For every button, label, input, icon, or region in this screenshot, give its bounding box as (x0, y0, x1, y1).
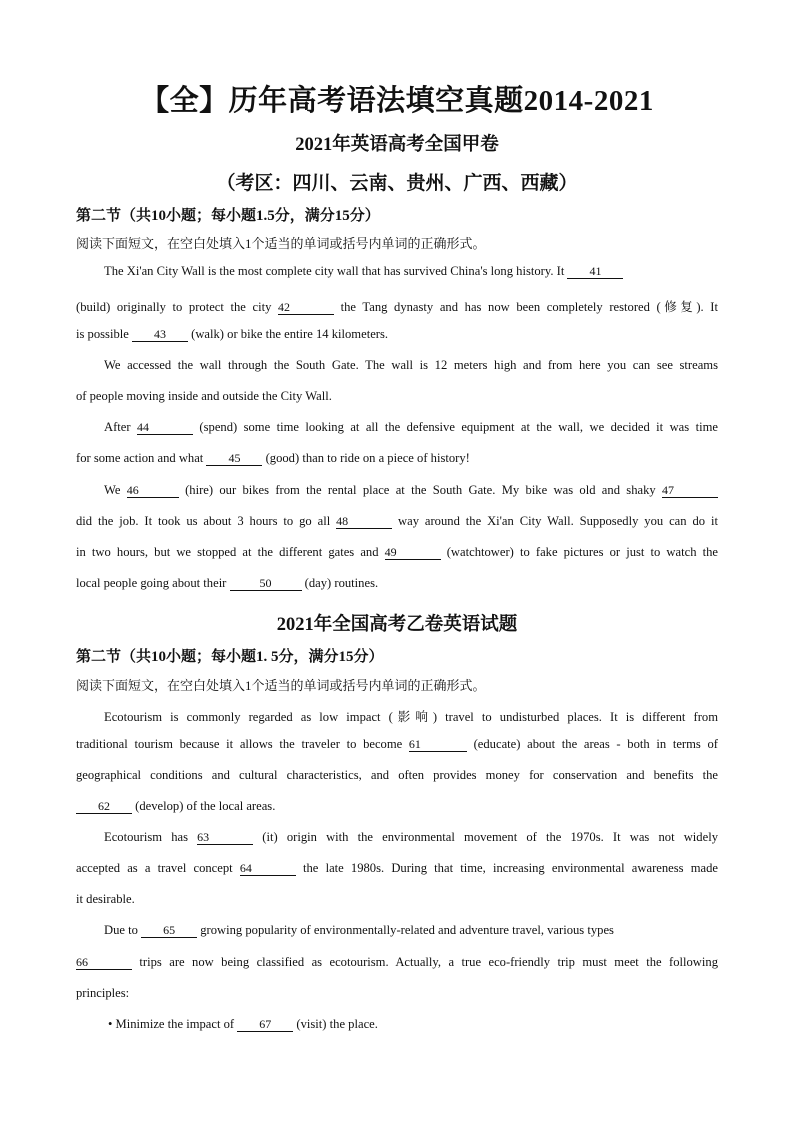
answer-blank-67[interactable]: 67 (237, 1018, 293, 1032)
passage-line: We accessed the wall through the South Gate. The wall is 12 meters high and from here you can see streams (104, 358, 718, 372)
passage-line: principles: (76, 986, 130, 1000)
passage-line: for some action and what 45 (good) than to ride on a piece of history! (76, 451, 470, 465)
section1-heading: 2021年英语高考全国甲卷 (295, 135, 499, 155)
passage-line: (build) originally to protect the city 42 the Tang dynasty and has now been completely restored (修复). It (76, 300, 718, 314)
passage-line: in two hours, but we stopped at the different gates and 49 (watchtower) to fake pictures or just to watch the (76, 545, 718, 559)
section2-part-heading: 第二节（共10小题；每小题1. 5分，满分15分） (76, 649, 384, 665)
answer-blank-66[interactable]: 66 (76, 956, 132, 970)
answer-blank-48[interactable]: 48 (336, 515, 392, 529)
answer-blank-64[interactable]: 64 (240, 862, 296, 876)
answer-blank-41[interactable]: 41 (567, 265, 623, 279)
passage-line: traditional tourism because it allows the traveler to become 61 (educate) about the areas - both in terms of (76, 737, 718, 751)
passage-line: Ecotourism has 63 (it) origin with the environmental movement of the 1970s. It was not widely (104, 830, 718, 844)
passage-line: local people going about their 50 (day) routines. (76, 576, 379, 590)
answer-blank-45[interactable]: 45 (206, 452, 262, 466)
answer-blank-44[interactable]: 44 (137, 421, 193, 435)
answer-blank-65[interactable]: 65 (141, 924, 197, 938)
passage-line: it desirable. (76, 892, 135, 906)
answer-blank-63[interactable]: 63 (197, 831, 253, 845)
section2-instruction: 阅读下面短文，在空白处填入1个适当的单词或括号内单词的正确形式。 (76, 678, 486, 693)
passage-line: We 46 (hire) our bikes from the rental place at the South Gate. My bike was old and shaky 47 (76, 483, 718, 498)
passage-line: did the job. It took us about 3 hours to go all 48 way around the Xi'an City Wall. Supposedly you can do it (76, 514, 718, 528)
passage-line: Due to 65 growing popularity of environmentally-related and adventure travel, various types (104, 923, 614, 937)
answer-blank-42[interactable]: 42 (278, 301, 334, 315)
section1-instruction: 阅读下面短文，在空白处填入1个适当的单词或括号内单词的正确形式。 (76, 236, 486, 251)
passage-line: 62 (develop) of the local areas. (76, 799, 718, 814)
answer-blank-46[interactable]: 46 (127, 484, 179, 498)
answer-blank-49[interactable]: 49 (385, 546, 441, 560)
passage-line: 66 trips are now being classified as ecotourism. Actually, a true eco-friendly trip must meet the following (76, 955, 718, 969)
passage-line: geographical conditions and cultural characteristics, and often provides money for conservation and benefits the (76, 768, 718, 782)
section1-region: （考区：四川、云南、贵州、广西、西藏） (216, 173, 578, 194)
answer-blank-50[interactable]: 50 (230, 577, 302, 591)
passage-line: The Xi'an City Wall is the most complete city wall that has survived China's long history. It 41 (76, 264, 718, 279)
section1-part-heading: 第二节（共10小题；每小题1.5分，满分15分） (76, 208, 380, 224)
passage-line: After 44 (spend) some time looking at all the defensive equipment at the wall, we decided it was time (104, 420, 718, 434)
section2-heading: 2021年全国高考乙卷英语试题 (276, 615, 518, 635)
passage-line: Ecotourism is commonly regarded as low impact (影响) travel to undisturbed places. It is different from (104, 710, 718, 724)
answer-blank-62[interactable]: 62 (76, 800, 132, 814)
answer-blank-61[interactable]: 61 (409, 738, 467, 752)
answer-blank-47[interactable]: 47 (662, 484, 718, 498)
answer-blank-43[interactable]: 43 (132, 328, 188, 342)
passage-line: accepted as a travel concept 64 the late 1980s. During that time, increasing environmental awareness made (76, 861, 718, 875)
passage-line: is possible 43 (walk) or bike the entire 14 kilometers. (76, 327, 389, 341)
passage-line: of people moving inside and outside the City Wall. (76, 389, 332, 403)
document-title: 【全】历年高考语法填空真题2014-2021 (140, 85, 654, 117)
principle-bullet: • Minimize the impact of 67 (visit) the place. (108, 1017, 378, 1031)
